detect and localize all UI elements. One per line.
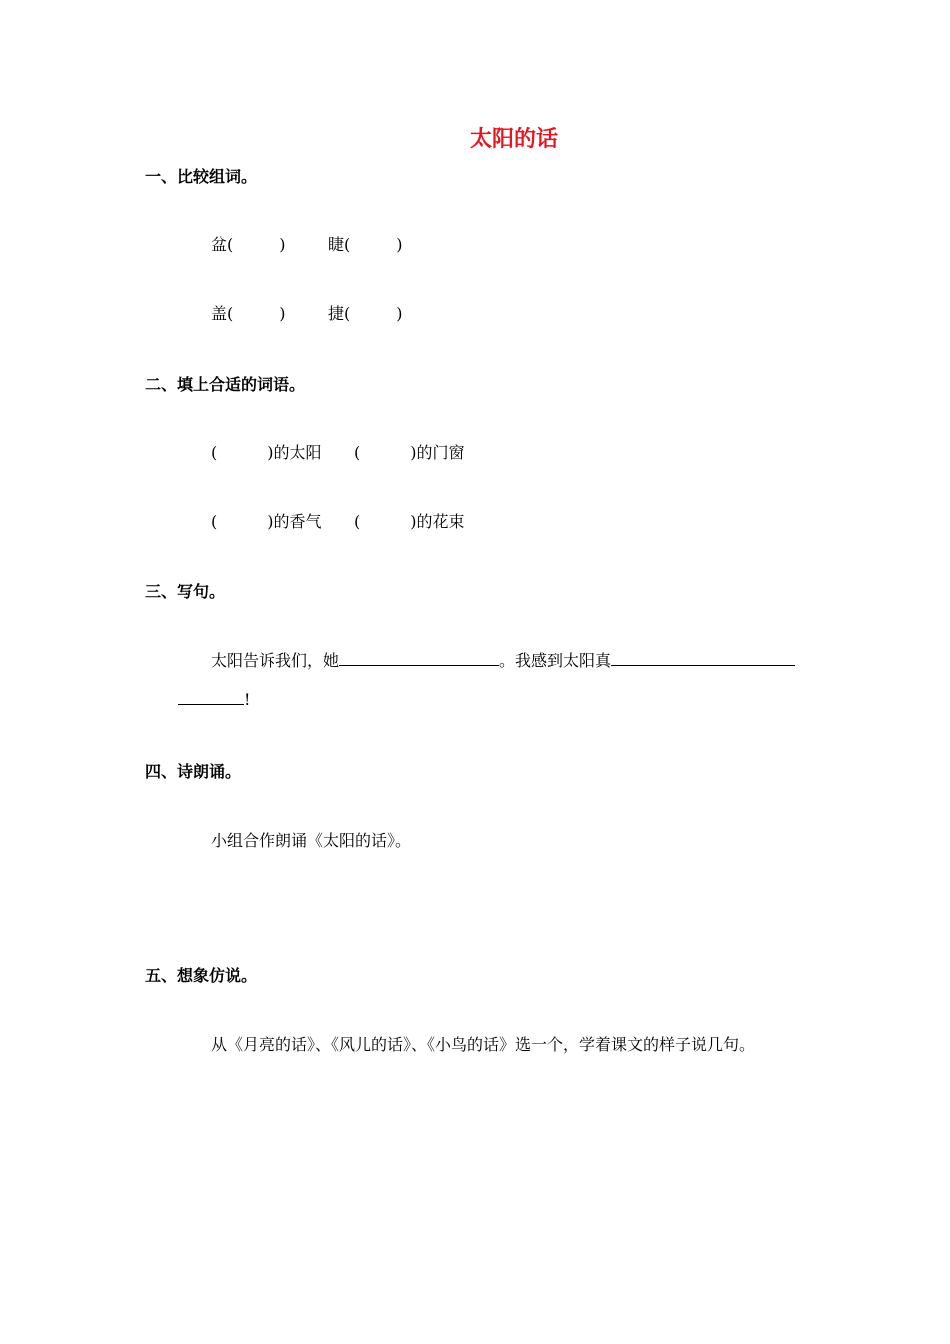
phrase-item bbox=[211, 440, 322, 463]
open-paren: ( bbox=[354, 512, 361, 531]
answer-line[interactable] bbox=[611, 651, 795, 666]
open-paren: ( bbox=[344, 304, 351, 323]
phrase-suffix: 的门窗 bbox=[416, 443, 465, 462]
word-char: 捷 bbox=[328, 304, 345, 323]
word-item bbox=[211, 232, 286, 255]
section-heading-3: 三、写句。 bbox=[145, 582, 226, 601]
answer-line[interactable] bbox=[339, 651, 499, 666]
phrase-item bbox=[354, 509, 465, 532]
close-paren: ) bbox=[279, 304, 286, 323]
instruction-text: 从《月亮的话》、《风儿的话》、《小鸟的话》选一个，学着课文的样子说几句。 bbox=[211, 1035, 756, 1054]
instruction-text: 小组合作朗诵《太阳的话》。 bbox=[211, 831, 412, 850]
close-paren: ) bbox=[396, 304, 403, 323]
page-title: 太阳的话 bbox=[469, 126, 558, 152]
phrase-suffix: 的香气 bbox=[273, 512, 322, 531]
phrase-item bbox=[211, 509, 322, 532]
answer-line[interactable] bbox=[178, 690, 244, 705]
open-paren: ( bbox=[227, 235, 234, 254]
sentence-end: ! bbox=[244, 690, 251, 709]
word-char: 睫 bbox=[328, 235, 345, 254]
word-char: 盆 bbox=[211, 235, 228, 254]
phrase-suffix: 的太阳 bbox=[273, 443, 322, 462]
close-paren: ) bbox=[267, 443, 274, 462]
word-item bbox=[328, 301, 403, 324]
close-paren: ) bbox=[267, 512, 274, 531]
sentence-text: 。我感到太阳真 bbox=[499, 651, 612, 670]
section-heading-5: 五、想象仿说。 bbox=[145, 966, 258, 985]
open-paren: ( bbox=[354, 443, 361, 462]
open-paren: ( bbox=[227, 304, 234, 323]
section-heading-2: 二、填上合适的词语。 bbox=[145, 375, 306, 394]
close-paren: ) bbox=[410, 443, 417, 462]
open-paren: ( bbox=[211, 512, 218, 531]
word-char: 盖 bbox=[211, 304, 228, 323]
sentence-line-2 bbox=[178, 690, 250, 709]
phrase-item bbox=[354, 440, 465, 463]
word-item bbox=[211, 301, 286, 324]
sentence-line-1 bbox=[211, 648, 795, 671]
close-paren: ) bbox=[410, 512, 417, 531]
section-heading-1: 一、比较组词。 bbox=[145, 167, 258, 186]
phrase-suffix: 的花束 bbox=[416, 512, 465, 531]
open-paren: ( bbox=[344, 235, 351, 254]
close-paren: ) bbox=[279, 235, 286, 254]
section-heading-4: 四、诗朗诵。 bbox=[145, 762, 242, 781]
open-paren: ( bbox=[211, 443, 218, 462]
word-item bbox=[328, 232, 403, 255]
sentence-text: 太阳告诉我们，她 bbox=[211, 651, 340, 670]
close-paren: ) bbox=[396, 235, 403, 254]
